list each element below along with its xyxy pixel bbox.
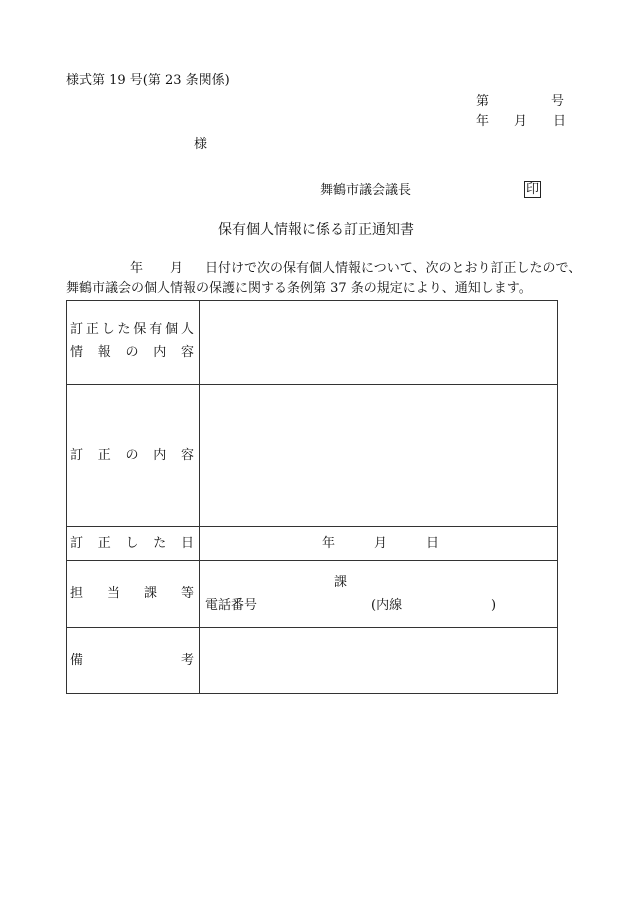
table-label-char: の (125, 345, 139, 360)
table-label-char: 等 (180, 586, 194, 601)
body-year: 年 (130, 261, 144, 276)
department-section: 課 (334, 575, 348, 590)
table-label-char: 容 (180, 345, 194, 360)
seal-mark: 印 (526, 182, 540, 197)
table-label-char: た (153, 536, 167, 551)
table-label-char: 情 (70, 345, 84, 360)
sender-name: 舞鶴市議会議長 (320, 183, 412, 198)
doc-number-suffix: 号 (551, 94, 565, 109)
table-label-char: 訂 (70, 322, 84, 337)
row-remarks-label (70, 653, 194, 669)
table-label-char: た (117, 322, 131, 337)
table-label-char: 内 (153, 345, 167, 360)
table-label-char: 訂 (70, 448, 84, 463)
table-label-char: 保 (133, 322, 147, 337)
correction-date-year: 年 (322, 536, 336, 551)
correction-date-month: 月 (374, 536, 388, 551)
document-title: 保有個人情報に係る訂正通知書 (218, 222, 414, 238)
addressee-suffix: 様 (194, 137, 208, 152)
department-extension-close: ) (491, 598, 497, 613)
body-line2: 舞鶴市議会の個人情報の保護に関する条例第 37 条の規定により、通知します。 (66, 281, 532, 296)
table-label-char: 正 (85, 322, 99, 337)
table-label-char: 有 (149, 322, 163, 337)
table-label-char: の (125, 448, 139, 463)
table-label-char: 訂 (70, 536, 84, 551)
doc-number-prefix: 第 (476, 94, 490, 109)
correction-date-day: 日 (426, 536, 440, 551)
form-number: 様式第 19 号(第 23 条関係) (66, 73, 230, 88)
table-label-char: 個 (165, 322, 179, 337)
table-row-divider (66, 526, 558, 527)
table-label-char: 正 (97, 536, 111, 551)
department-phone-label: 電話番号 (205, 598, 258, 613)
row-correction-date-label (70, 536, 194, 552)
table-label-char: 備 (70, 653, 84, 668)
table-label-char: 考 (180, 653, 194, 668)
date-year: 年 (476, 114, 490, 129)
department-extension-open: (内線 (371, 598, 403, 613)
table-label-char: 内 (153, 448, 167, 463)
body-line1: 日付けで次の保有個人情報について、次のとおり訂正したので、 (205, 261, 582, 276)
table-label-char: 正 (97, 448, 111, 463)
table-label-char: 担 (70, 586, 84, 601)
date-day: 日 (553, 114, 567, 129)
table-label-char: 当 (106, 586, 120, 601)
table-label-char: 課 (143, 586, 157, 601)
table-label-char: 日 (180, 536, 194, 551)
row-correction-content-label (70, 448, 194, 464)
row-corrected-info-value[interactable] (200, 301, 557, 384)
row-remarks-value[interactable] (200, 628, 557, 693)
table-row-divider (66, 560, 558, 561)
row-department-label (70, 586, 194, 602)
table-label-char: 容 (180, 448, 194, 463)
body-month: 月 (170, 261, 184, 276)
date-month: 月 (514, 114, 528, 129)
table-label-char: し (101, 322, 115, 337)
table-label-char: 報 (97, 345, 111, 360)
table-label-char: 人 (180, 322, 194, 337)
row-correction-content-value[interactable] (200, 385, 557, 526)
table-label-char: し (125, 536, 139, 551)
